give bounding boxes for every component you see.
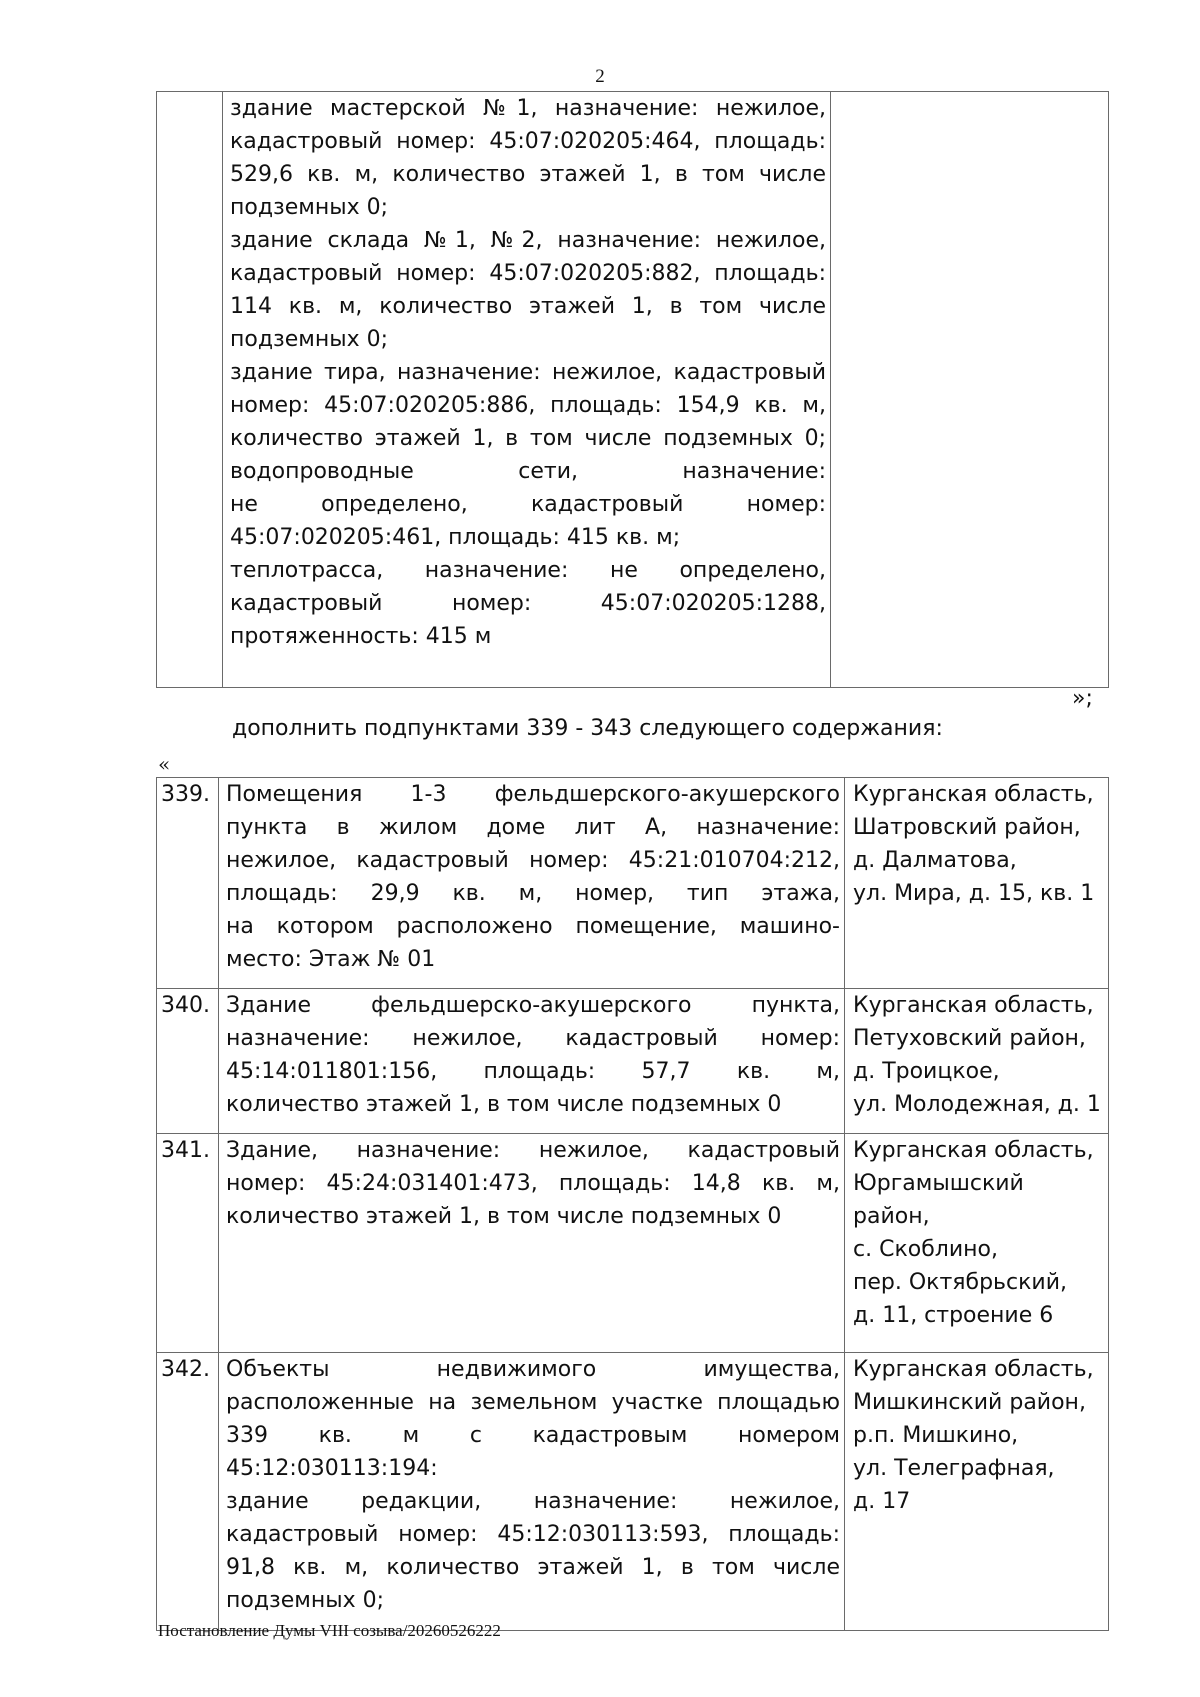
text-line: 45:07:020205:461, площадь: 415 кв. м; [230, 525, 681, 550]
text-line: здание редакции, назначение: нежилое, [226, 1489, 840, 1514]
item-number: 340. [157, 989, 219, 1134]
address-line: д. Далматова, [853, 848, 1017, 873]
address-cell [831, 92, 1109, 688]
text-line: не определено, кадастровый номер: [230, 492, 826, 517]
item-description [219, 778, 845, 989]
address-line: Петуховский район, [853, 1026, 1086, 1051]
address-line: д. 11, строение 6 [853, 1303, 1054, 1328]
description-cell [223, 92, 831, 688]
address-line: д. Троицкое, [853, 1059, 1000, 1084]
address-line: ул. Молодежная, д. 1 [853, 1092, 1101, 1117]
text-line: пункта в жилом доме лит А, назначение: [226, 815, 840, 840]
page-number: 2 [595, 66, 605, 87]
text-line: площадь: 29,9 кв. м, номер, тип этажа, [226, 881, 840, 906]
text-line: 339 кв. м с кадастровым номером [226, 1423, 840, 1448]
address-line: р.п. Мишкино, [853, 1423, 1019, 1448]
address-line: Курганская область, [853, 782, 1094, 807]
instruction-text: дополнить подпунктами 339 - 343 следующего содержания: [232, 716, 943, 741]
text-line: на котором расположено помещение, машино- [226, 914, 840, 939]
text-line: кадастровый номер: 45:12:030113:593, площадь: [226, 1522, 840, 1547]
number-cell [157, 92, 223, 688]
address-line: ул. Телеграфная, [853, 1456, 1055, 1481]
text-line: Здание, назначение: нежилое, кадастровый [226, 1138, 840, 1163]
text-line: 45:14:011801:156, площадь: 57,7 кв. м, [226, 1059, 840, 1084]
item-number: 341. [157, 1134, 219, 1353]
table-row [157, 778, 1109, 989]
text-line: кадастровый номер: 45:07:020205:464, площадь: [230, 129, 826, 154]
address-line: д. 17 [853, 1489, 911, 1514]
item-address [845, 989, 1109, 1134]
item-number: 339. [157, 778, 219, 989]
address-line: Юргамышский [853, 1171, 1024, 1196]
table-row [157, 1353, 1109, 1631]
continuation-table [156, 91, 1109, 688]
text-line: 529,6 кв. м, количество этажей 1, в том числе [230, 162, 826, 187]
text-line: кадастровый номер: 45:07:020205:882, площадь: [230, 261, 826, 286]
text-line: водопроводные сети, назначение: [230, 459, 826, 484]
text-line: назначение: нежилое, кадастровый номер: [226, 1026, 840, 1051]
text-line: здание тира, назначение: нежилое, кадастровый [230, 360, 826, 385]
address-line: ул. Мира, д. 15, кв. 1 [853, 881, 1095, 906]
item-description [219, 1134, 845, 1353]
address-line: Курганская область, [853, 1138, 1094, 1163]
items-table [156, 777, 1109, 1631]
opening-quote: « [158, 752, 171, 776]
item-description [219, 989, 845, 1134]
text-line: теплотрасса, назначение: не определено, [230, 558, 826, 583]
text-line: Объекты недвижимого имущества, [226, 1357, 840, 1382]
address-line: Курганская область, [853, 993, 1094, 1018]
text-line: подземных 0; [226, 1588, 385, 1613]
table-row [157, 989, 1109, 1134]
text-line: количество этажей 1, в том числе подземных 0 [226, 1204, 782, 1229]
address-line: район, [853, 1204, 930, 1229]
text-line: количество этажей 1, в том числе подземных 0; [230, 426, 826, 451]
text-line: Здание фельдшерско-акушерского пункта, [226, 993, 840, 1018]
text-line: подземных 0; [230, 327, 389, 352]
text-line: кадастровый номер: 45:07:020205:1288, [230, 591, 826, 616]
text-line: 91,8 кв. м, количество этажей 1, в том числе [226, 1555, 840, 1580]
text-line: Помещения 1-3 фельдшерского-акушерского [226, 782, 840, 807]
address-line: с. Скоблино, [853, 1237, 998, 1262]
text-line: номер: 45:24:031401:473, площадь: 14,8 кв. м, [226, 1171, 840, 1196]
text-line: 45:12:030113:194: [226, 1456, 438, 1481]
item-address [845, 1353, 1109, 1631]
text-line: здание склада №1, №2, назначение: нежилое, [230, 228, 826, 253]
text-line: номер: 45:07:020205:886, площадь: 154,9 кв. м, [230, 393, 826, 418]
closing-quote: »; [1072, 686, 1093, 711]
text-line: 114 кв. м, количество этажей 1, в том числе [230, 294, 826, 319]
text-line: место: Этаж № 01 [226, 947, 436, 972]
table-row [157, 1134, 1109, 1353]
address-line: Мишкинский район, [853, 1390, 1086, 1415]
item-description [219, 1353, 845, 1631]
text-line: количество этажей 1, в том числе подземных 0 [226, 1092, 782, 1117]
text-line: подземных 0; [230, 195, 389, 220]
address-line: Шатровский район, [853, 815, 1081, 840]
text-line: расположенные на земельном участке площадью [226, 1390, 840, 1415]
table-row [157, 92, 1109, 688]
document-footer: Постановление Думы VIII созыва/20260526222 [158, 1621, 501, 1640]
item-address [845, 778, 1109, 989]
item-address [845, 1134, 1109, 1353]
text-line: протяженность: 415 м [230, 624, 492, 649]
address-line: пер. Октябрьский, [853, 1270, 1067, 1295]
item-number: 342. [157, 1353, 219, 1631]
text-line: нежилое, кадастровый номер: 45:21:010704:212, [226, 848, 840, 873]
address-line: Курганская область, [853, 1357, 1094, 1382]
text-line: здание мастерской №1, назначение: нежилое, [230, 96, 826, 121]
